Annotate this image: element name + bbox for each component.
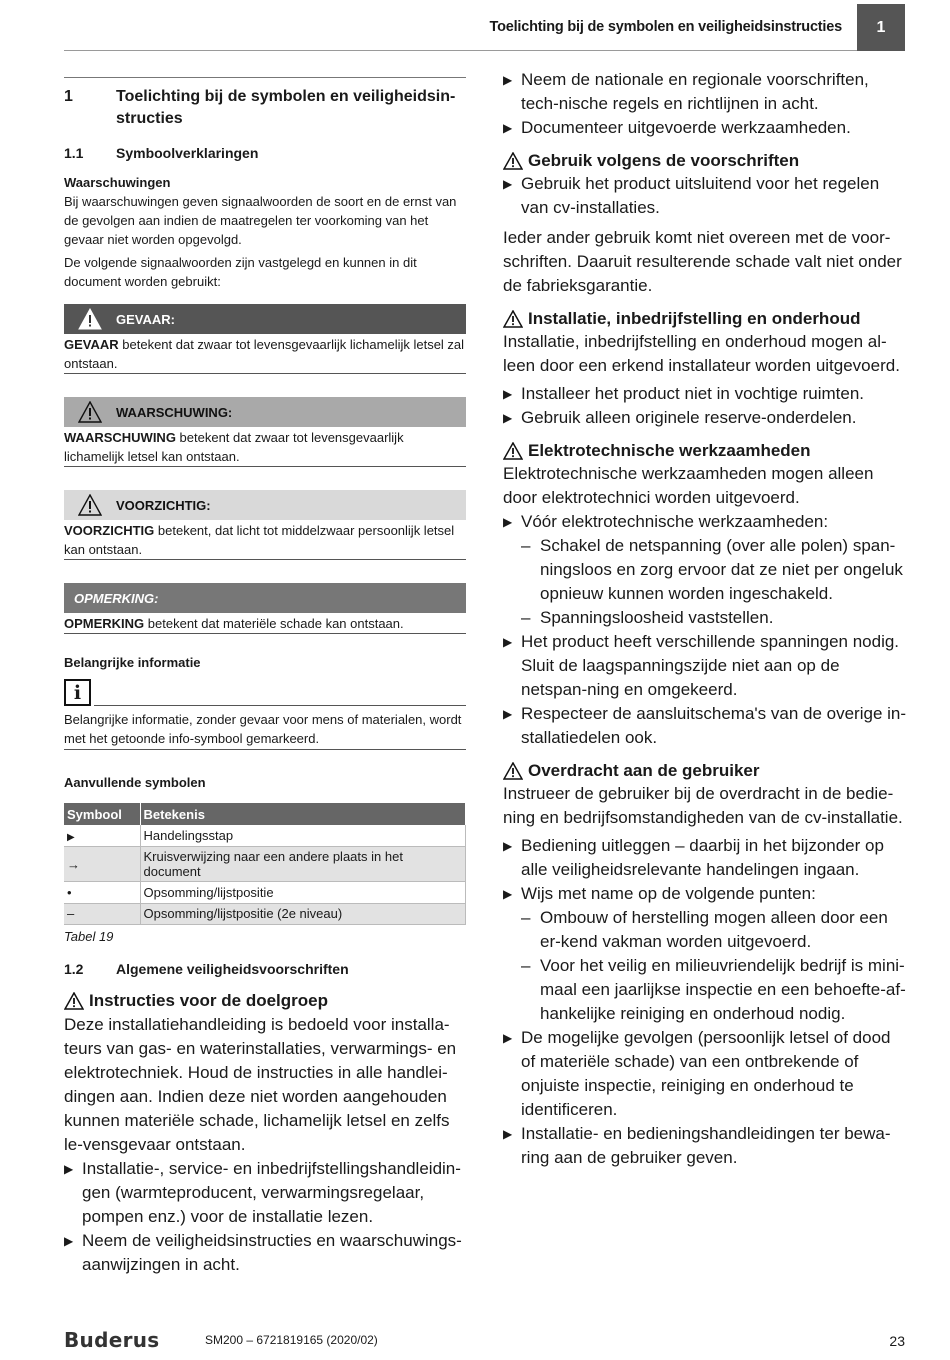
sub-list-item-text: Spanningsloosheid vaststellen. bbox=[540, 608, 774, 627]
intended-use-text: Ieder ander gebruik komt niet overeen met de voor-schriften. Daaruit resulterende schade valt niet onder de fabrieksgarantie. bbox=[503, 228, 902, 295]
section-title: Algemene veiligheidsvoorschriften bbox=[116, 961, 349, 977]
signal-description: betekent dat zwaar tot levensgevaarlijk lichamelijk letsel zal ontstaan. bbox=[64, 337, 465, 371]
signal-bar-danger bbox=[64, 304, 466, 334]
signal-block-danger bbox=[64, 304, 466, 374]
dash-icon: – bbox=[521, 536, 531, 555]
warning-triangle-icon bbox=[64, 992, 84, 1010]
symbol-cell bbox=[64, 847, 140, 882]
chapter-heading-number: 1 bbox=[64, 88, 73, 105]
section-number: 1.1 bbox=[64, 145, 84, 161]
signal-text-warning bbox=[64, 427, 466, 467]
list-item bbox=[503, 382, 907, 406]
table-caption: Tabel 19 bbox=[64, 929, 114, 944]
symbol-cell bbox=[64, 903, 140, 925]
handover-text: Instrueer de gebruiker bij de overdracht in de bedie-ning en bedrijfsomstandigheden van de cv-installatie. bbox=[503, 784, 903, 827]
running-header-title: Toelichting bij de symbolen en veiligheidsinstructies bbox=[489, 19, 842, 35]
sub-list-item bbox=[503, 954, 907, 1026]
meaning-cell: Opsomming/lijstpositie bbox=[140, 882, 466, 904]
dash-icon: – bbox=[521, 608, 531, 627]
meaning-cell: Handelingsstap bbox=[140, 825, 466, 847]
signal-word: VOORZICHTIG bbox=[64, 523, 155, 538]
list-item bbox=[503, 68, 907, 116]
warning-triangle-icon bbox=[503, 762, 523, 780]
action-arrow-icon: ▶ bbox=[503, 635, 513, 649]
warnings-text-1: Bij waarschuwingen geven signaalwoorden de soort en de ernst van de gevolgen aan indien de maatregelen ter voorkoming van het gevaar niet worden opgevolgd. bbox=[64, 194, 457, 247]
warning-triangle-icon bbox=[503, 310, 523, 328]
list-item bbox=[503, 172, 907, 220]
list-item bbox=[503, 834, 907, 882]
target-group-text: Deze installatiehandleiding is bedoeld voor installa-teurs van gas- en waterinstallaties, verwarmings- en elektrotechniek. Houd de instructies in alle handlei-dingen aan. Indien deze niet worden aangehouden kunnen materiële schade, lichamelijk letsel en zelfs le-vensgevaar ontstaan. bbox=[64, 1015, 457, 1154]
list-item-text: Installatie- en bedieningshandleidingen ter bewa-ring aan de gebruiker geven. bbox=[521, 1124, 891, 1167]
list-item bbox=[64, 1229, 466, 1277]
list-item bbox=[503, 1122, 907, 1170]
dash-icon: – bbox=[67, 906, 75, 922]
action-arrow-icon: ▶ bbox=[503, 387, 513, 401]
signal-bar-caution bbox=[64, 490, 466, 520]
action-arrow-icon: ▶ bbox=[503, 707, 513, 721]
action-arrow-icon: ▶ bbox=[64, 1162, 74, 1176]
action-arrow-icon: ▶ bbox=[503, 1031, 513, 1045]
brand-logo: Buderus bbox=[64, 1328, 160, 1352]
list-item-text: Neem de nationale en regionale voorschriften, tech-nische regels en richtlijnen in acht. bbox=[521, 70, 869, 113]
action-arrow-icon: ▶ bbox=[503, 177, 513, 191]
list-item-text: Installeer het product niet in vochtige ruimten. bbox=[521, 384, 865, 403]
list-item bbox=[503, 882, 907, 906]
signal-bar-notice: OPMERKING: bbox=[64, 583, 466, 613]
warning-triangle-icon bbox=[64, 401, 116, 423]
warning-triangle-icon bbox=[503, 152, 523, 170]
signal-text-caution bbox=[64, 520, 466, 560]
action-arrow-icon: ▶ bbox=[64, 1234, 74, 1248]
handover-heading bbox=[503, 759, 907, 782]
chapter-heading-title-line1: Toelichting bij de symbolen en veiligheidsin- bbox=[116, 88, 456, 105]
signal-label-caution: VOORZICHTIG: bbox=[116, 497, 211, 513]
bullet-icon: • bbox=[67, 884, 72, 900]
section-title: Symboolverklaringen bbox=[116, 145, 259, 161]
chapter-heading-title-line2: structies bbox=[116, 110, 183, 127]
signal-word: WAARSCHUWING bbox=[64, 430, 176, 445]
meaning-cell: Opsomming/lijstpositie (2e niveau) bbox=[140, 903, 466, 925]
target-group-title: Instructies voor de doelgroep bbox=[89, 991, 328, 1010]
signal-block-caution bbox=[64, 490, 466, 560]
list-item-text: Gebruik alleen originele reserve-onderdelen. bbox=[521, 408, 857, 427]
electrical-text: Elektrotechnische werkzaamheden mogen alleen door elektrotechnici worden uitgevoerd. bbox=[503, 464, 874, 507]
electrical-heading bbox=[503, 439, 907, 462]
list-item bbox=[503, 406, 907, 430]
intended-use-title: Gebruik volgens de voorschriften bbox=[528, 151, 800, 170]
installation-title: Installatie, inbedrijfstelling en onderhoud bbox=[528, 309, 861, 328]
cross-reference-arrow-icon: → bbox=[67, 856, 80, 872]
target-group-heading bbox=[64, 989, 466, 1012]
table-header-row bbox=[64, 803, 466, 825]
list-item bbox=[503, 116, 907, 140]
sub-list-item bbox=[503, 606, 907, 630]
dash-icon: – bbox=[521, 956, 531, 975]
warning-triangle-icon bbox=[64, 494, 116, 516]
list-item-text: De mogelijke gevolgen (persoonlijk letsel of dood of materiële schade) van een ontbrekende of onjuiste inspectie, reiniging en onderhoud te identificeren. bbox=[521, 1028, 891, 1119]
intended-use-heading bbox=[503, 149, 907, 172]
additional-symbols-heading: Aanvullende symbolen bbox=[64, 775, 206, 790]
meaning-cell: Kruisverwijzing naar een andere plaats in het document bbox=[140, 847, 466, 882]
left-column bbox=[64, 77, 466, 1277]
info-icon: i bbox=[64, 679, 91, 706]
chapter-heading bbox=[64, 86, 466, 130]
action-arrow-icon: ▶ bbox=[503, 73, 513, 87]
sub-list-item-text: Schakel de netspanning (over alle polen) span-ningsloos en zorg ervoor dat ze niet per ongeluk opnieuw kunnen worden ingeschakeld. bbox=[540, 536, 903, 603]
list-item-text: Documenteer uitgevoerde werkzaamheden. bbox=[521, 118, 851, 137]
signal-block-notice bbox=[64, 583, 466, 634]
dash-icon: – bbox=[521, 908, 531, 927]
signal-description: betekent, dat licht tot middelzwaar persoonlijk letsel kan ontstaan. bbox=[64, 523, 455, 557]
symbols-table bbox=[64, 803, 466, 925]
signal-label-danger: GEVAAR: bbox=[116, 311, 175, 327]
chapter-heading-title bbox=[116, 86, 455, 130]
table-row bbox=[64, 847, 466, 882]
list-item bbox=[503, 510, 907, 534]
warnings-text-2: De volgende signaalwoorden zijn vastgelegd en kunnen in dit document worden gebruikt: bbox=[64, 255, 417, 289]
warning-triangle-icon bbox=[503, 442, 523, 460]
section-number: 1.2 bbox=[64, 961, 84, 977]
section-heading-1-2 bbox=[64, 960, 466, 978]
symbol-cell bbox=[64, 825, 140, 847]
list-item bbox=[503, 1026, 907, 1122]
list-item-text: Bediening uitleggen – daarbij in het bijzonder op alle veiligheidsrelevante handelingen ingaan. bbox=[521, 836, 884, 879]
list-item bbox=[503, 630, 907, 702]
signal-label-warning: WAARSCHUWING: bbox=[116, 404, 233, 420]
list-item-text: Neem de veiligheidsinstructies en waarschuwings-aanwijzingen in acht. bbox=[82, 1231, 462, 1274]
section-heading-1-1 bbox=[64, 144, 466, 162]
signal-description: betekent dat zwaar tot levensgevaarlijk lichamelijk letsel kan ontstaan. bbox=[64, 430, 404, 464]
info-rule bbox=[94, 705, 466, 706]
list-item-text: Het product heeft verschillende spanningen nodig. Sluit de laagspanningszijde niet aan op de netspan-ning en omgekeerd. bbox=[521, 632, 900, 699]
sub-list-item bbox=[503, 534, 907, 606]
table-row bbox=[64, 903, 466, 925]
info-text: Belangrijke informatie, zonder gevaar voor mens of materialen, wordt met het getoonde info-symbool gemarkeerd. bbox=[64, 710, 466, 750]
list-item-text: Wijs met name op de volgende punten: bbox=[521, 884, 816, 903]
symbol-cell bbox=[64, 882, 140, 904]
list-item-text: Vóór elektrotechnische werkzaamheden: bbox=[521, 512, 829, 531]
installation-heading bbox=[503, 307, 907, 330]
footer-document-id: SM200 – 6721819165 (2020/02) bbox=[205, 1333, 378, 1347]
page-number: 23 bbox=[889, 1333, 905, 1349]
signal-text-notice bbox=[64, 613, 466, 634]
table-header-meaning: Betekenis bbox=[140, 803, 466, 825]
right-column bbox=[503, 68, 907, 1170]
sub-list-item-text: Ombouw of herstelling mogen alleen door een er-kend vakman worden uitgevoerd. bbox=[540, 908, 888, 951]
action-arrow-icon: ▶ bbox=[503, 121, 513, 135]
table-row bbox=[64, 825, 466, 847]
action-arrow-icon: ▶ bbox=[503, 411, 513, 425]
list-item bbox=[64, 1157, 466, 1229]
chapter-tab: 1 bbox=[857, 4, 905, 51]
signal-word: OPMERKING bbox=[64, 616, 145, 631]
action-arrow-icon: ▶ bbox=[503, 839, 513, 853]
list-item-text: Gebruik het product uitsluitend voor het regelen van cv-installaties. bbox=[521, 174, 880, 217]
info-heading: Belangrijke informatie bbox=[64, 655, 201, 670]
action-arrow-icon: ▶ bbox=[67, 832, 75, 843]
table-row bbox=[64, 882, 466, 904]
header-rule bbox=[64, 50, 857, 51]
action-arrow-icon: ▶ bbox=[503, 515, 513, 529]
info-icon-row bbox=[64, 679, 466, 706]
sub-list-item-text: Voor het veilig en milieuvriendelijk bedrijf is mini-maal een jaarlijkse inspectie en een behoefte-af-hankelijke reiniging en onderhoud nodig. bbox=[540, 956, 906, 1023]
signal-text-danger bbox=[64, 334, 466, 374]
warning-triangle-icon bbox=[64, 308, 116, 330]
list-item bbox=[503, 702, 907, 750]
table-header-symbol: Symbool bbox=[64, 803, 140, 825]
list-item-text: Respecteer de aansluitschema's van de overige in-stallatiedelen ook. bbox=[521, 704, 907, 747]
action-arrow-icon: ▶ bbox=[503, 1127, 513, 1141]
sub-list-item bbox=[503, 906, 907, 954]
signal-description: betekent dat materiële schade kan ontstaan. bbox=[144, 616, 404, 631]
signal-block-warning bbox=[64, 397, 466, 467]
installation-text: Installatie, inbedrijfstelling en onderhoud mogen al-leen door een erkend installateur worden uitgevoerd. bbox=[503, 332, 900, 375]
list-item-text: Installatie-, service- en inbedrijfstellingshandleidin-gen (warmteproducent, verwarmingsregelaar, pompen enz.) voor de installatie lezen. bbox=[82, 1159, 461, 1226]
electrical-title: Elektrotechnische werkzaamheden bbox=[528, 441, 811, 460]
action-arrow-icon: ▶ bbox=[503, 887, 513, 901]
warnings-heading: Waarschuwingen bbox=[64, 175, 171, 190]
signal-bar-warning bbox=[64, 397, 466, 427]
section-top-rule bbox=[64, 77, 466, 78]
handover-title: Overdracht aan de gebruiker bbox=[528, 761, 760, 780]
signal-word: GEVAAR bbox=[64, 337, 119, 352]
